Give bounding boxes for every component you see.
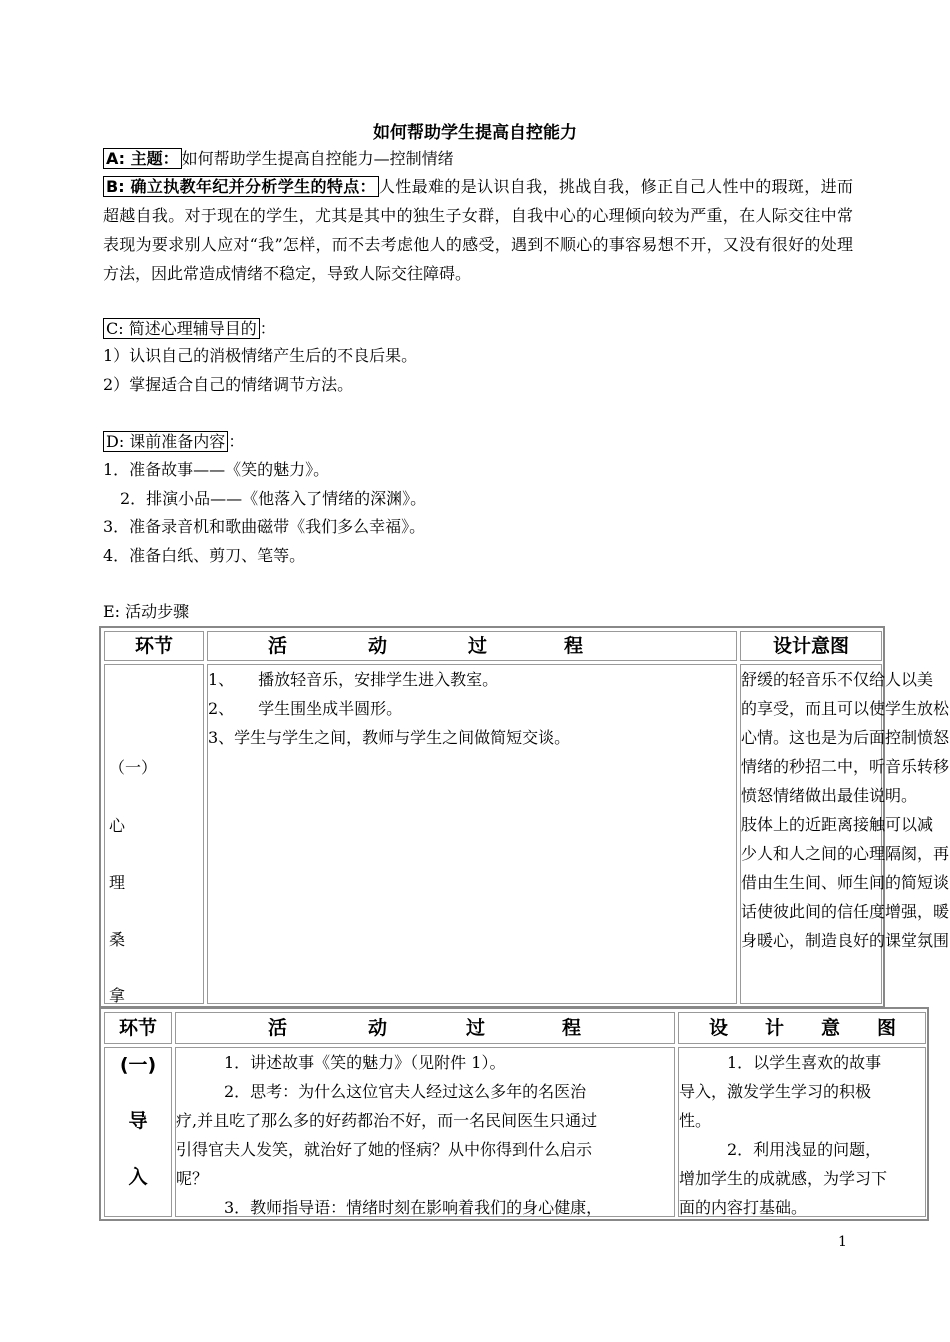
- table1-header-intent: 设计意图: [740, 631, 882, 661]
- section-c-item-1: 1）认识自己的消极情绪产生后的不良后果。: [103, 346, 418, 365]
- table2-stage-cell: [104, 1047, 172, 1217]
- table2-process-line: 2．思考：为什么这位官夫人经过这么多年的名医治: [176, 1082, 587, 1101]
- section-c-item-2: 2）掌握适合自己的情绪调节方法。: [103, 375, 354, 394]
- table1-stage-cell: [104, 664, 204, 1004]
- section-d-item-4: 4．准备白纸、剪刀、笔等。: [103, 546, 306, 565]
- table1-header-process-2: 动: [368, 635, 388, 657]
- table2-header-stage: 环节: [104, 1012, 172, 1044]
- table1-header-process-1: 活: [268, 635, 288, 657]
- table2-header-intent-2: 计: [765, 1017, 785, 1039]
- table2-header-intent: [678, 1012, 926, 1044]
- section-a-label: A: 主题：: [103, 148, 182, 169]
- section-d-label: D: 课前准备内容: [103, 431, 228, 452]
- table1-intent-line: 少人和人之间的心理隔阂，再: [741, 844, 950, 863]
- section-d: [103, 428, 244, 455]
- table1-stage-1: 心: [109, 816, 126, 835]
- table1-stage-0: （一）: [109, 758, 158, 777]
- activity-table-2: [99, 1007, 929, 1221]
- section-d-item-2: 2．排演小品——《他落入了情绪的深渊》。: [120, 489, 427, 508]
- table2-intent-line: 性。: [679, 1111, 712, 1130]
- table1-stage-4: 拿: [109, 986, 126, 1005]
- table1-process-3: 3、学生与学生之间，教师与学生之间做简短交谈。: [208, 728, 571, 747]
- table2-stage-1: 导: [128, 1110, 148, 1132]
- table1-header-process-3: 过: [468, 635, 488, 657]
- table2-stage-0: (一): [119, 1054, 157, 1076]
- section-d-item-3: 3．准备录音机和歌曲磁带《我们多么幸福》。: [103, 517, 426, 536]
- table2-intent-line: 2．利用浅显的问题，: [679, 1140, 882, 1159]
- table1-intent-line: 舒缓的轻音乐不仅给人以美: [741, 670, 934, 689]
- section-e-label: E: 活动步骤: [103, 602, 190, 621]
- table1-process-cell: [207, 664, 737, 1004]
- table2-header-intent-1: 设: [709, 1017, 729, 1039]
- table2-process-line: 引得官夫人发笑，就治好了她的怪病？从中你得到什么启示: [176, 1140, 593, 1159]
- table2-header-process-3: 过: [466, 1017, 486, 1039]
- table2-header-process-2: 动: [368, 1017, 388, 1039]
- table1-intent-line: 情绪的秒招二中，听音乐转移: [741, 757, 950, 776]
- table2-process-cell: [175, 1047, 675, 1217]
- table2-process-line: 3．教师指导语：情绪时刻在影响着我们的身心健康，: [176, 1198, 603, 1217]
- section-d-colon: ：: [228, 432, 245, 451]
- table1-header-stage: 环节: [104, 631, 204, 661]
- table1-intent-line: 肢体上的近距离接触可以减: [741, 815, 934, 834]
- section-a-text: 如何帮助学生提高自控能力—控制情绪: [181, 149, 454, 168]
- table1-intent-line: 的享受，而且可以使学生放松: [741, 699, 950, 718]
- table1-process-2: 2、 学生围坐成半圆形。: [208, 699, 403, 718]
- section-c: [103, 315, 276, 342]
- section-b: [103, 172, 853, 288]
- table2-header-process-4: 程: [562, 1017, 582, 1039]
- table2-process-line: 疗,并且吃了那么多的好药都治不好，而一名民间医生只通过: [176, 1111, 598, 1130]
- section-b-text: 人性最难的是认识自我，挑战自我，修正自己人性中的瑕斑，进而超越自我。对于现在的学生，尤其是其中的独生子女群，自我中心的心理倾向较为严重，在人际交往中常表现为要求别人应对“我”怎样，而不去考虑他人的感受，遇到不顺心的事容易想不开，又没有很好的处理方法，因此常造成情绪不稳定，导致人际交往障碍。: [103, 177, 853, 283]
- document-title: 如何帮助学生提高自控能力: [373, 123, 577, 143]
- table1-intent-line: 心情。这也是为后面控制愤怒: [741, 728, 950, 747]
- table2-process-line: 1．讲述故事《笑的魅力》（见附件 1）。: [176, 1053, 506, 1072]
- table1-header-process-4: 程: [564, 635, 584, 657]
- table2-process-line: 呢？: [176, 1169, 209, 1188]
- section-d-item-1: 1．准备故事——《笑的魅力》。: [103, 460, 330, 479]
- table2-intent-line: 1．以学生喜欢的故事: [679, 1053, 882, 1072]
- table2-intent-line: 面的内容打基础。: [679, 1198, 808, 1217]
- section-b-label: B: 确立执教年纪并分析学生的特点：: [103, 176, 379, 197]
- table1-header-process: [207, 631, 737, 661]
- table1-process-1: 1、 播放轻音乐，安排学生进入教室。: [208, 670, 499, 689]
- table2-intent-line: 增加学生的成就感，为学习下: [679, 1169, 888, 1188]
- table1-intent-line: 话使彼此间的信任度增强，暖: [741, 902, 950, 921]
- table1-intent-cell: [740, 664, 950, 1004]
- table2-intent-line: 导入，激发学生学习的积极: [679, 1082, 872, 1101]
- table2-stage-2: 入: [128, 1166, 148, 1188]
- table1-stage-3: 桑: [109, 930, 126, 949]
- table1-intent-line: 借由生生间、师生间的简短谈: [741, 873, 950, 892]
- table1-intent-line: 身暖心，制造良好的课堂氛围: [741, 931, 950, 950]
- table2-header-process: [175, 1012, 675, 1044]
- table2-header-intent-4: 图: [877, 1017, 897, 1039]
- section-c-colon: ：: [259, 319, 276, 338]
- table1-intent-line: 愤怒情绪做出最佳说明。: [741, 786, 918, 805]
- activity-table-1: [99, 626, 950, 1008]
- table2-header-intent-3: 意: [821, 1017, 841, 1039]
- table1-stage-2: 理: [109, 873, 126, 892]
- table2-header-process-1: 活: [268, 1017, 288, 1039]
- section-a: [103, 145, 454, 172]
- section-c-label: C: 简述心理辅导目的: [103, 318, 260, 339]
- page-number: 1: [838, 1234, 847, 1250]
- table2-intent-cell: [678, 1047, 926, 1217]
